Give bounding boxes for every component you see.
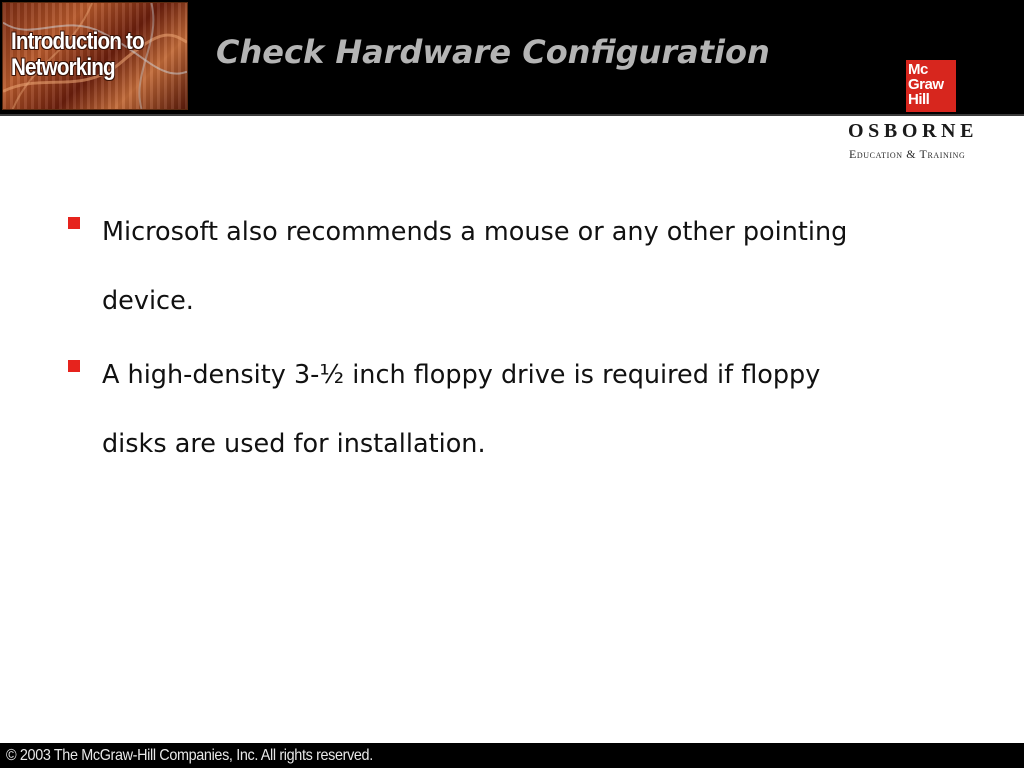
series-logo-line: Introduction to — [11, 28, 144, 55]
header-divider — [0, 114, 1024, 116]
square-bullet-icon — [68, 360, 80, 372]
header-bar — [0, 0, 1024, 114]
series-logo-line: Networking — [11, 54, 115, 81]
bullet-item — [66, 341, 946, 479]
series-logo-text — [11, 29, 162, 81]
bullet-line: A high-density 3-½ inch floppy drive is required if floppy — [102, 360, 821, 390]
bullet-line: Microsoft also recommends a mouse or any other pointing — [102, 217, 848, 247]
mcgraw-hill-logo — [906, 60, 956, 112]
publisher-logo-line: Hill — [908, 91, 930, 108]
copyright-notice: © 2003 The McGraw-Hill Companies, Inc. All rights reserved. — [6, 747, 373, 764]
footer-bar — [0, 743, 1024, 768]
bullet-line: disks are used for installation. — [102, 429, 486, 459]
bullet-line: device. — [102, 286, 194, 316]
publisher-logo-line: Graw — [908, 76, 944, 93]
bullet-item — [66, 198, 946, 336]
osborne-logo: OSBORNE — [848, 120, 979, 142]
bullet-text — [102, 341, 946, 479]
publisher-logo-line: Mc — [908, 61, 928, 78]
square-bullet-icon — [68, 217, 80, 229]
bullet-list — [66, 198, 946, 484]
slide-title: Check Hardware Configuration — [216, 33, 770, 71]
series-logo — [2, 2, 188, 110]
osborne-tagline: Education & Training — [849, 147, 966, 161]
bullet-text — [102, 198, 946, 336]
